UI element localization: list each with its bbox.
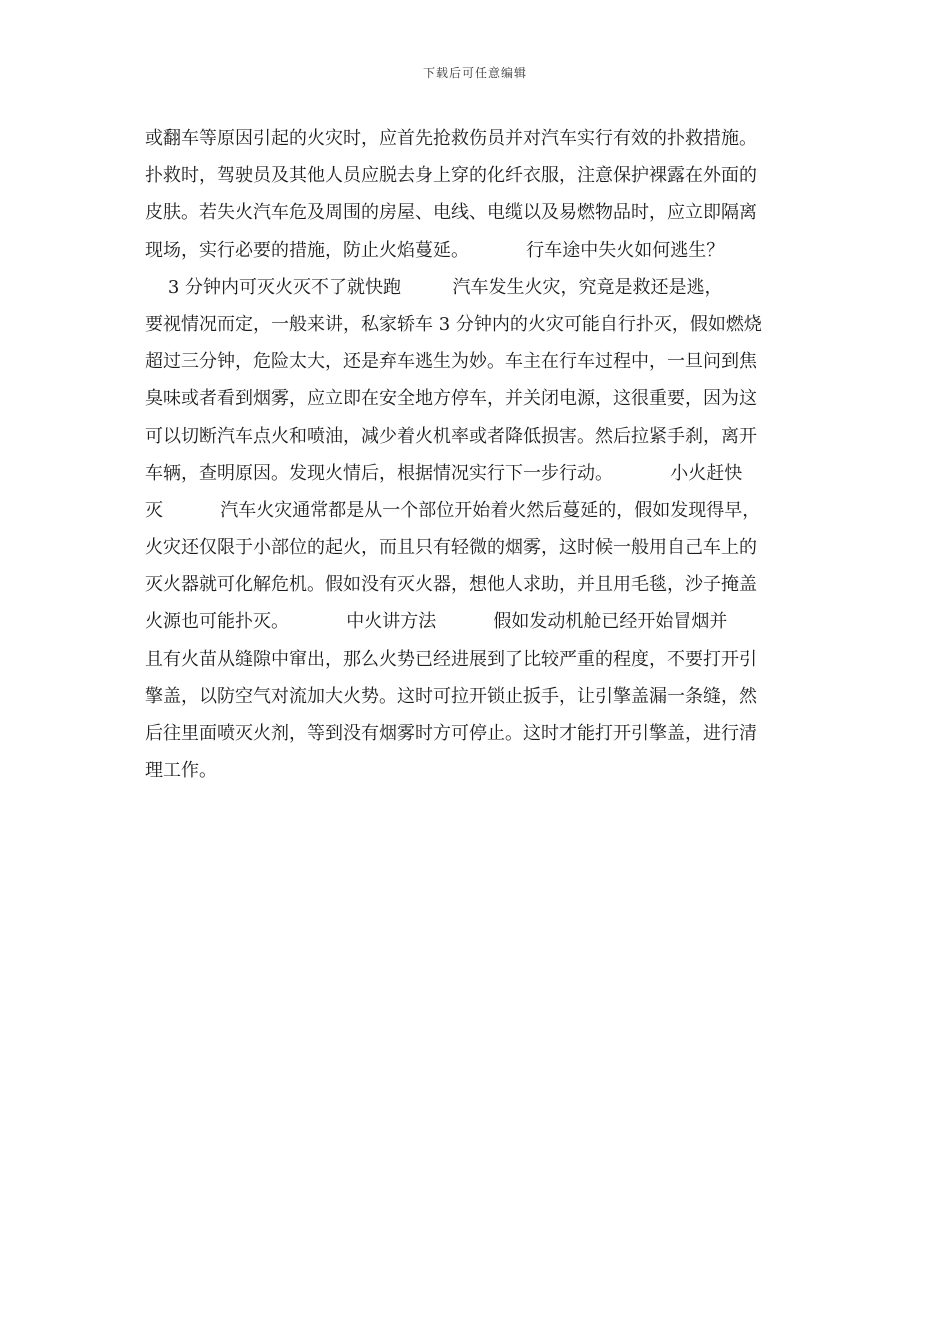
text-line: 可以切断汽车点火和喷油，减少着火机率或者降低损害。然后拉紧手刹，离开 [145,425,757,447]
document-body [145,120,815,789]
text-line: 灭 汽车火灾通常都是从一个部位开始着火然后蔓延的，假如发现得早， [145,499,761,521]
text-line: 车辆，查明原因。发现火情后，根据情况实行下一步行动。 小火赶快 [145,462,743,484]
text-line: 后往里面喷灭火剂，等到没有烟雾时方可停止。这时才能打开引擎盖，进行清 [145,723,757,744]
text-line: 超过三分钟，危险太大，还是弃车逃生为妙。车主在行车过程中，一旦问到焦 [145,351,757,373]
text-line: 3 分钟内可灭火灭不了就快跑 汽车发生火灾，究竟是救还是逃， [145,276,723,298]
text-line: 要视情况而定，一般来讲，私家轿车 3 分钟内的火灾可能自行扑灭，假如燃烧 [145,313,762,335]
text-line: 理工作。 [145,760,217,782]
text-line: 灭火器就可化解危机。假如没有灭火器，想他人求助，并且用毛毯，沙子掩盖 [145,574,757,596]
text-line: 火源也可能扑灭。 中火讲方法 假如发动机舱已经开始冒烟并 [145,611,728,633]
text-line: 擎盖，以防空气对流加大火势。这时可拉开锁止扳手，让引擎盖漏一条缝，然 [145,685,757,707]
page-header-note: 下载后可任意编辑 [422,66,527,80]
text-line: 现场，实行必要的措施，防止火焰蔓延。 行车途中失火如何逃生？ [145,239,725,261]
text-line: 或翻车等原因引起的火灾时，应首先抢救伤员并对汽车实行有效的扑救措施。 [145,128,757,149]
text-line: 臭味或者看到烟雾，应立即在安全地方停车，并关闭电源，这很重要，因为这 [145,388,757,410]
text-line: 皮肤。若失火汽车危及周围的房屋、电线、电缆以及易燃物品时，应立即隔离 [145,202,757,224]
text-line: 火灾还仅限于小部位的起火，而且只有轻微的烟雾，这时候一般用自己车上的 [145,537,757,559]
text-line: 扑救时，驾驶员及其他人员应脱去身上穿的化纤衣服，注意保护裸露在外面的 [145,165,757,187]
text-line: 且有火苗从缝隙中窜出，那么火势已经进展到了比较严重的程度，不要打开引 [145,648,757,670]
